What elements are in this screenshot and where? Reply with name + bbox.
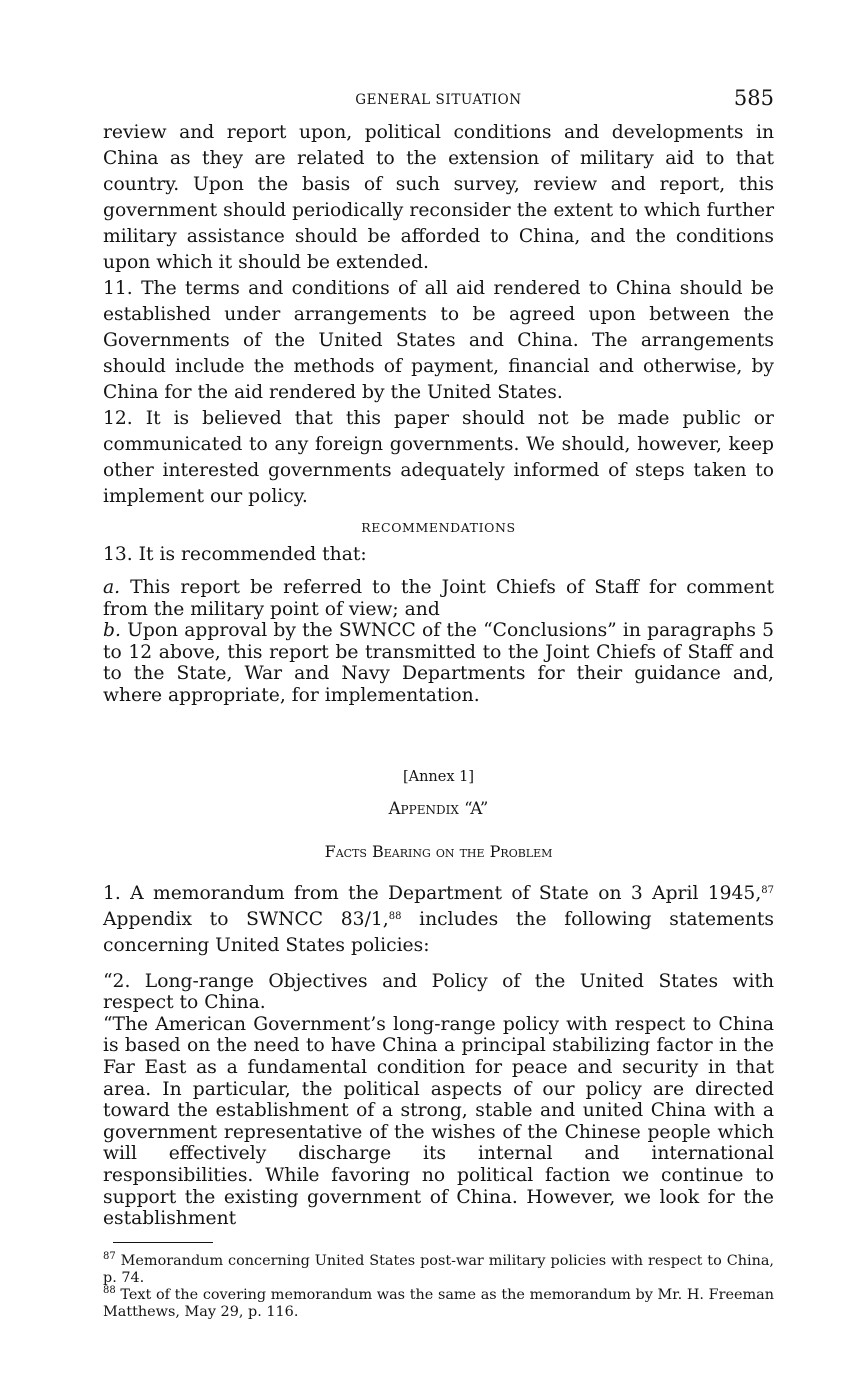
footnote-88-mark: 88	[103, 1284, 116, 1296]
recommendation-item-b	[103, 620, 774, 706]
page-header	[103, 86, 774, 116]
annex-p1-start: 1. A memorandum from the Department of State on 3 April 1945,	[103, 882, 762, 904]
annex-p1-end: includes the following statements concerning United States policies:	[103, 908, 774, 956]
document-page	[103, 86, 774, 1321]
footnote-ref-87: 87	[761, 884, 774, 896]
quote-body: “The American Government’s long-range policy with respect to China is based on the need to have China a principal stabilizing factor in the Far East as a fundamental condition for peace and security in that area. In particular, the political aspects of our policy are directed toward the establishment of a strong, stable and united China with a government representative of the wishes of the Chinese people which will effectively discharge its internal and international responsibilities. While favoring no political faction we continue to support the existing government of China. However, we look for the establishment	[103, 1013, 774, 1230]
annex-p1-mid: Appendix to SWNCC 83/1,	[103, 908, 389, 930]
page-number: 585	[733, 86, 774, 110]
footnote-87-mark: 87	[103, 1250, 116, 1262]
recommendation-item-a	[103, 577, 774, 620]
paragraph-11: 11. The terms and conditions of all aid rendered to China should be established under arrangements to be agreed upon between the Governments of the United States and China. The arrangements should include the methods of payment, financial and otherwise, by China for the aid rendered by the United States.	[103, 278, 774, 403]
footnote-88-text: Text of the covering memorandum was the same as the memorandum by Mr. H. Freeman Matthews, May 29, p. 116.	[103, 1286, 774, 1320]
footnote-87	[103, 1250, 774, 1287]
annex-paragraph-1	[103, 881, 774, 959]
recommendations-heading: RECOMMENDATIONS	[361, 520, 516, 535]
quote-heading: “2. Long-range Objectives and Policy of the United States with respect to China.	[103, 970, 774, 1014]
footnote-88	[103, 1284, 774, 1321]
facts-title: Facts Bearing on the Problem	[324, 841, 553, 861]
running-head: GENERAL SITUATION	[355, 92, 522, 108]
item-b-text: Upon approval by the SWNCC of the “Conclusions” in paragraphs 5 to 12 above, this report be transmitted to the Joint Chiefs of Staff and to the State, War and Navy Departments for their guidance and, where appropriate, for implementation.	[103, 620, 774, 706]
item-a-letter: a.	[103, 577, 121, 598]
footnote-divider	[113, 1242, 213, 1243]
annex-label: [Annex 1]	[402, 768, 475, 785]
footnote-87-text: Memorandum concerning United States post-war military policies with respect to China, p. 74.	[103, 1252, 774, 1286]
item-a-text: This report be referred to the Joint Chiefs of Staff for comment from the military point of view; and	[103, 577, 774, 620]
appendix-title: Appendix “A”	[388, 798, 489, 818]
footnote-ref-88: 88	[388, 910, 402, 922]
paragraph-13: 13. It is recommended that:	[103, 544, 367, 565]
paragraph-continued: review and report upon, political conditions and developments in China as they are related to the extension of military aid to that country. Upon the basis of such survey, review and report, this government should periodically reconsider the extent to which further military assistance should be afforded to China, and the conditions upon which it should be extended.	[103, 122, 774, 273]
item-b-letter: b.	[103, 620, 121, 642]
paragraph-12: 12. It is believed that this paper should not be made public or communicated to any foreign governments. We should, however, keep other interested governments adequately informed of steps taken to implement our policy.	[103, 408, 774, 507]
